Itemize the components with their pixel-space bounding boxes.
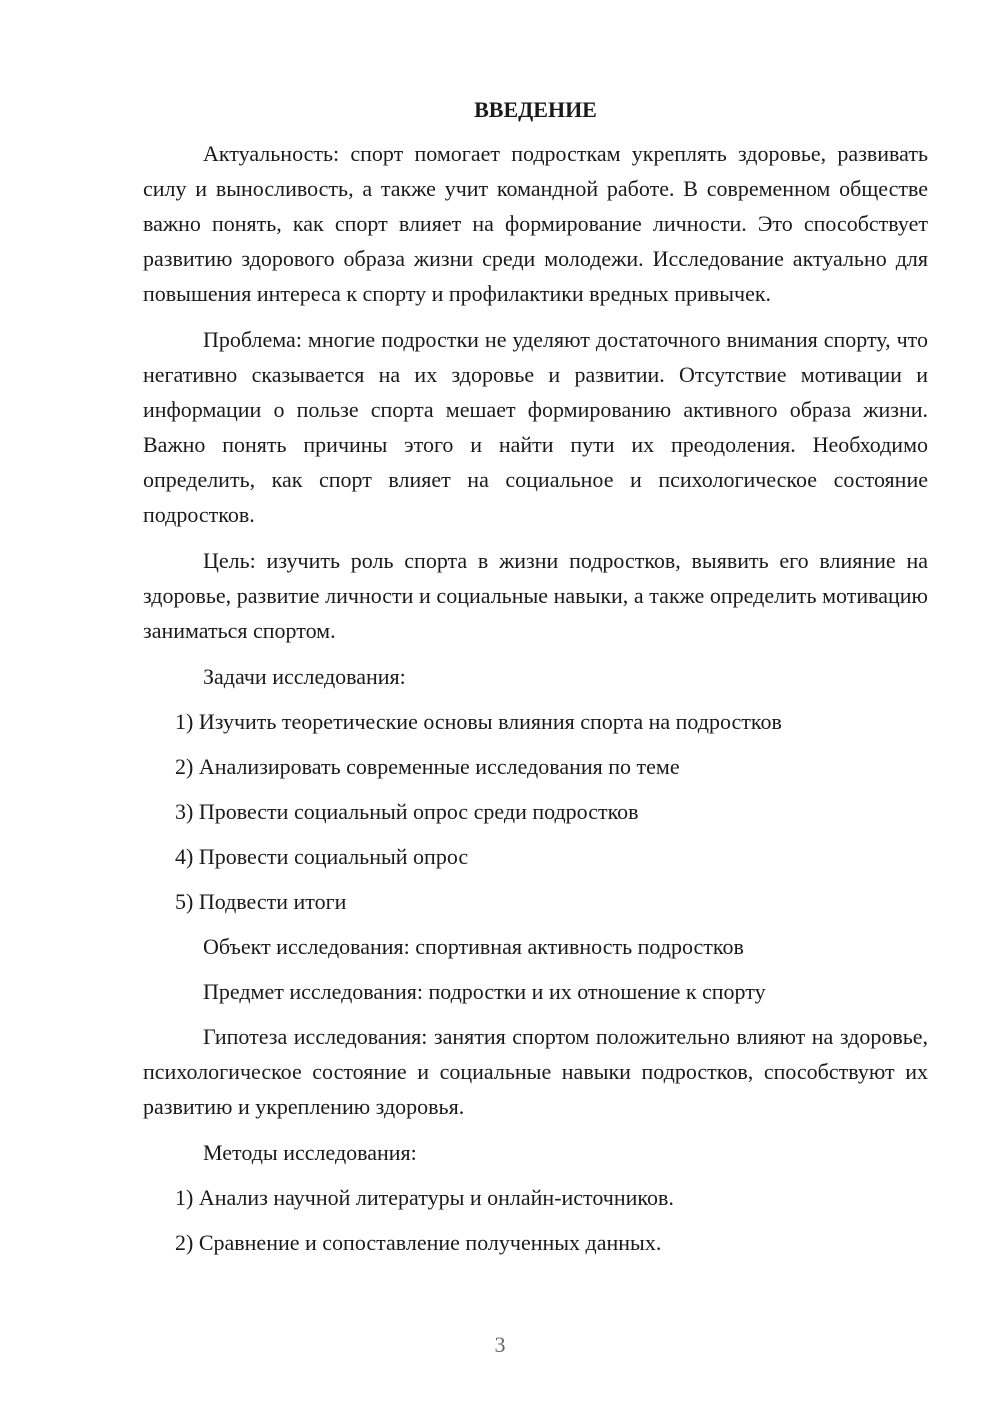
goal-paragraph: Цель: изучить роль спорта в жизни подростков, выявить его влияние на здоровье, развитие личности и социальные навыки, а также определить мотивацию заниматься спортом.	[143, 548, 928, 643]
task-item: 4) Провести социальный опрос	[175, 844, 469, 869]
tasks-heading: Задачи исследования:	[203, 664, 406, 689]
task-item: 2) Анализировать современные исследования по теме	[175, 754, 680, 779]
method-item: 2) Сравнение и сопоставление полученных данных.	[175, 1230, 662, 1255]
relevance-paragraph: Актуальность: спорт помогает подросткам укреплять здоровье, развивать силу и выносливость, а также учит командной работе. В современном обществе важно понять, как спорт влияет на формирование личности. Это способствует развитию здорового образа жизни среди молодежи. Исследование актуально для повышения интереса к спорту и профилактики вредных привычек.	[143, 141, 928, 306]
method-item: 1) Анализ научной литературы и онлайн-источников.	[175, 1185, 674, 1210]
document-page	[143, 92, 928, 1270]
task-item: 5) Подвести итоги	[175, 889, 347, 914]
section-title: ВВЕДЕНИЕ	[474, 97, 597, 122]
task-item: 3) Провести социальный опрос среди подростков	[175, 799, 639, 824]
page-number: 3	[494, 1332, 506, 1357]
hypothesis-paragraph: Гипотеза исследования: занятия спортом положительно влияют на здоровье, психологическое состояние и социальные навыки подростков, способствуют их развитию и укреплению здоровья.	[143, 1024, 928, 1119]
task-item: 1) Изучить теоретические основы влияния спорта на подростков	[175, 709, 782, 734]
problem-paragraph: Проблема: многие подростки не уделяют достаточного внимания спорту, что негативно сказывается на их здоровье и развитии. Отсутствие мотивации и информации о пользе спорта мешает формированию активного образа жизни. Важно понять причины этого и найти пути их преодоления. Необходимо определить, как спорт влияет на социальное и психологическое состояние подростков.	[143, 327, 928, 527]
object-line: Объект исследования: спортивная активность подростков	[203, 934, 744, 959]
methods-heading: Методы исследования:	[203, 1140, 417, 1165]
subject-line: Предмет исследования: подростки и их отношение к спорту	[203, 979, 766, 1004]
